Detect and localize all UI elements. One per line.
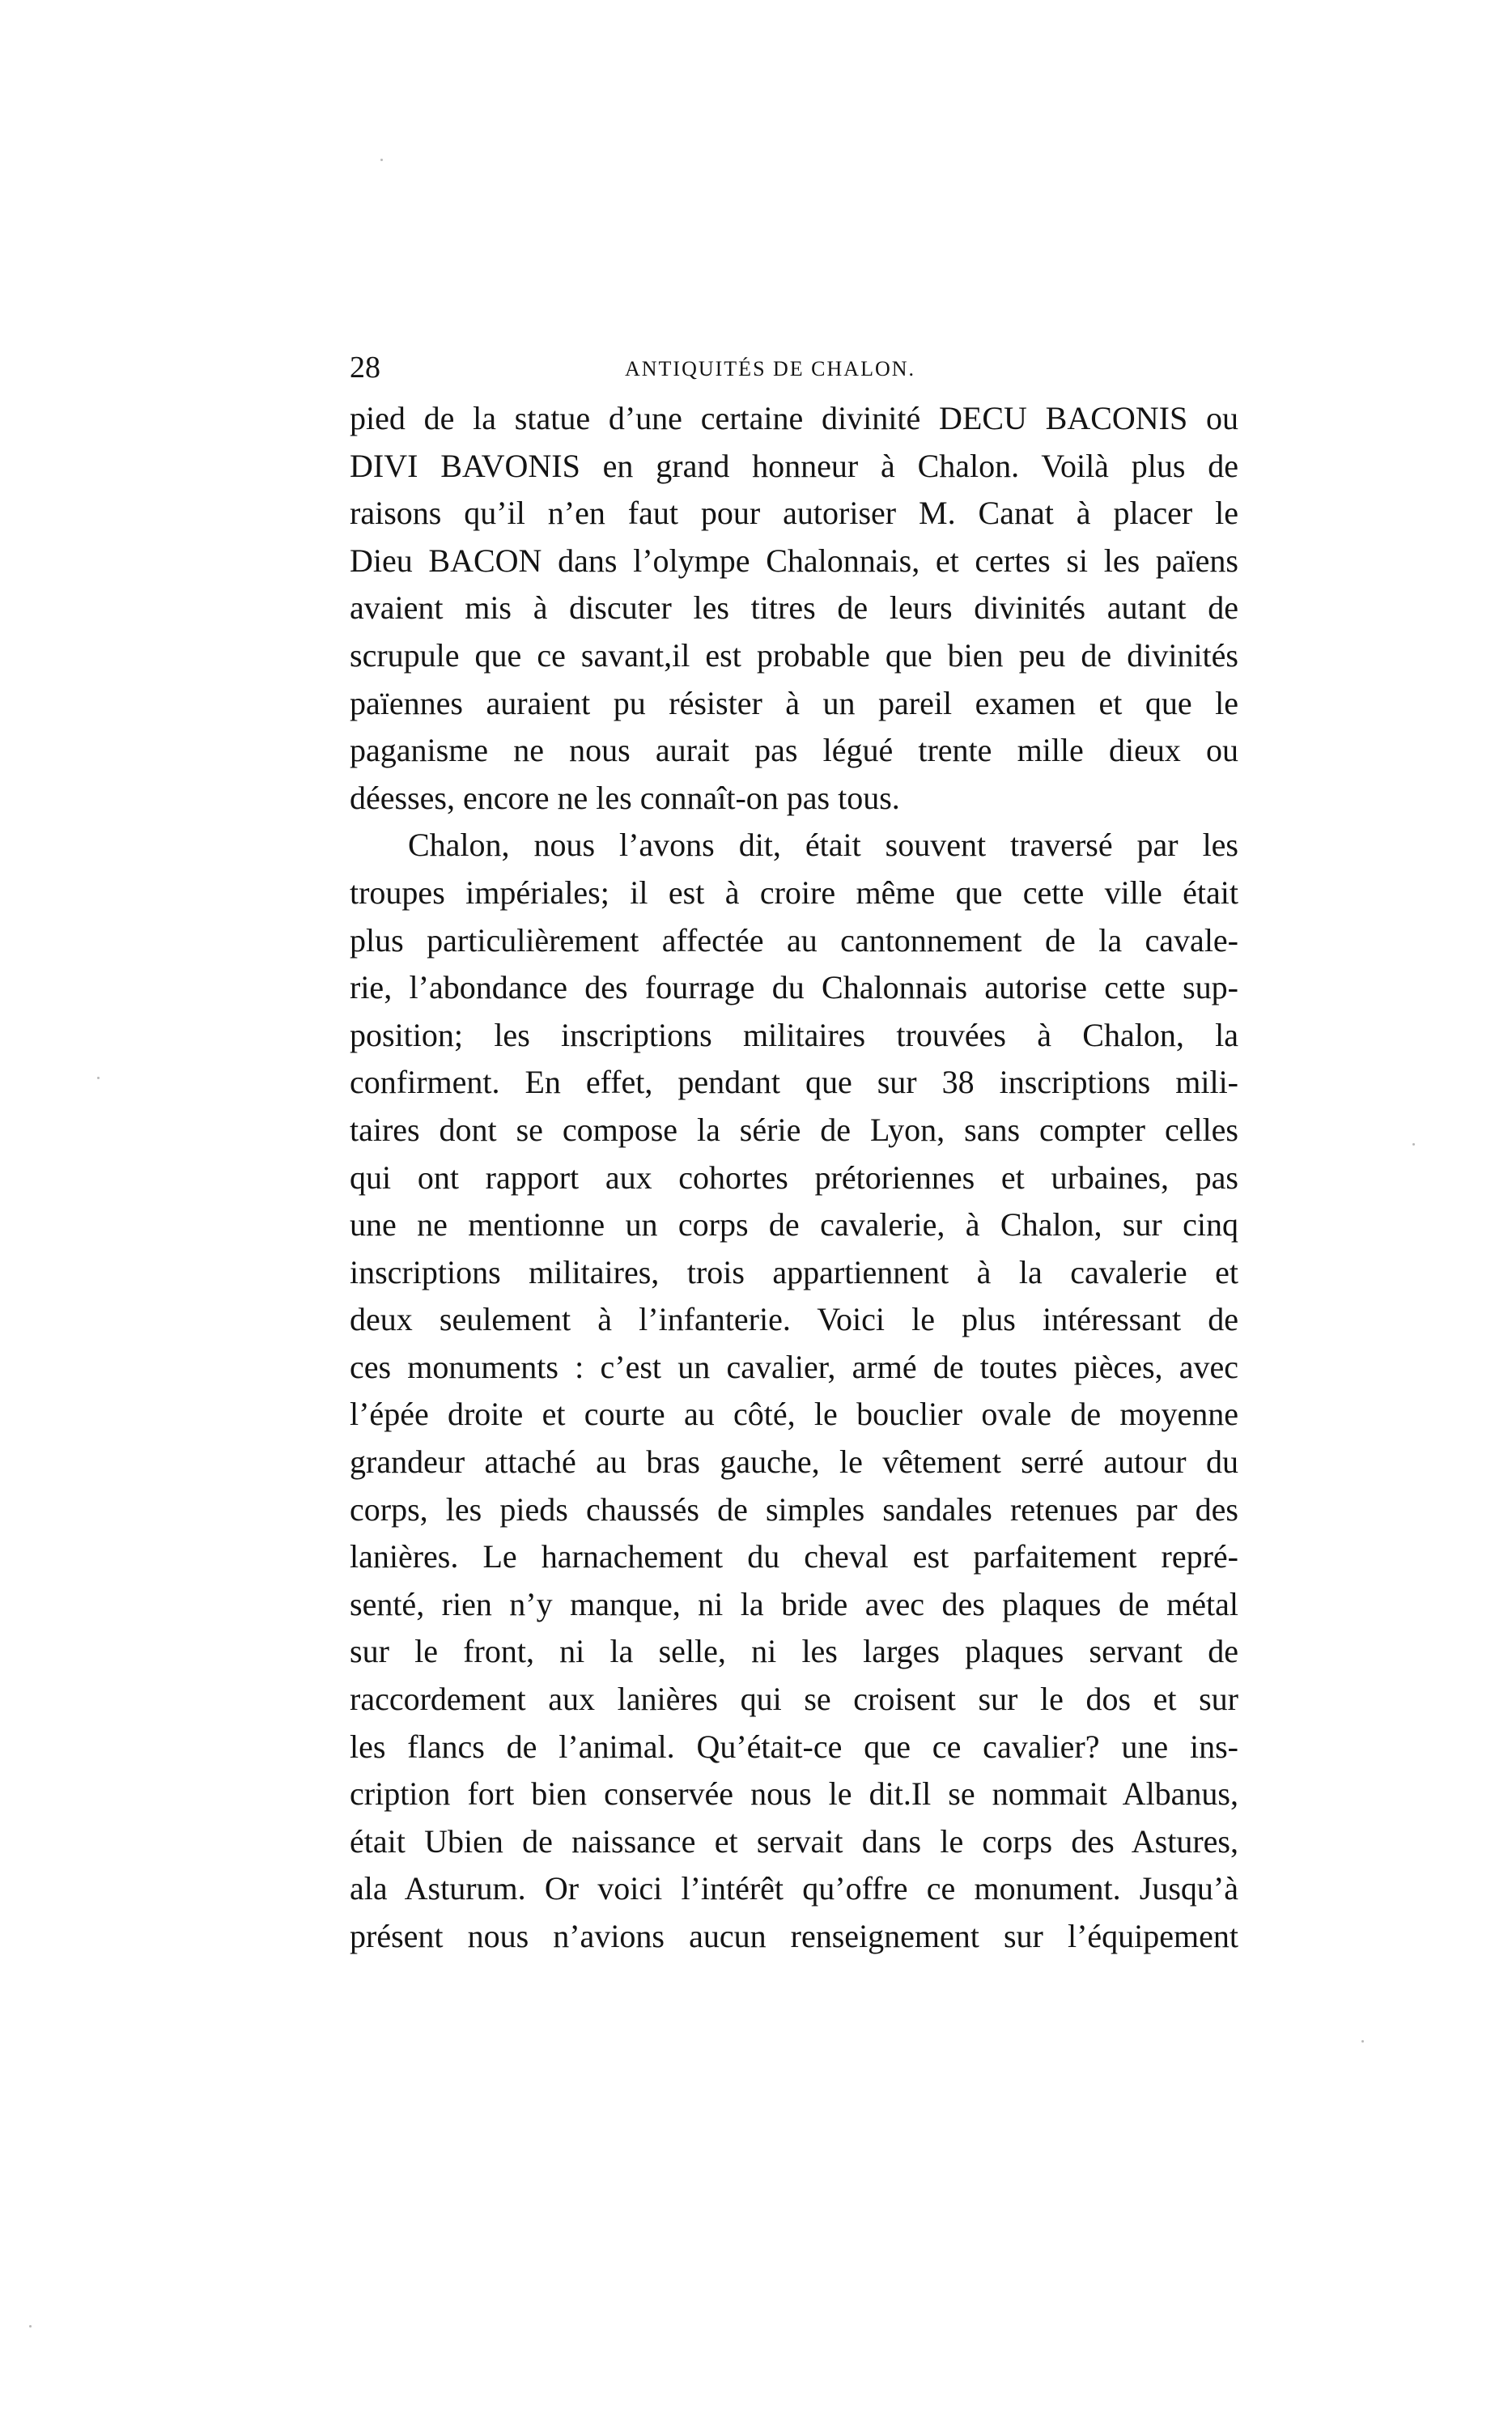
text-line: présent nous n’avions aucun renseignement sur l’équipement	[350, 1918, 1238, 1954]
scan-speck	[1361, 2040, 1364, 2043]
text-line: déesses, encore ne les connaît-on pas tous.	[350, 779, 900, 816]
scan-speck	[380, 159, 383, 161]
text-line: raisons qu’il n’en faut pour autoriser M. Canat à placer le	[350, 495, 1238, 532]
text-line: position; les inscriptions militaires trouvées à Chalon, la	[350, 1016, 1238, 1053]
text-line: grandeur attaché au bras gauche, le vêtement serré autour du	[350, 1443, 1238, 1481]
text-line: taires dont se compose la série de Lyon, sans compter celles	[350, 1111, 1238, 1148]
text-line: deux seulement à l’infanterie. Voici le plus intéressant de	[350, 1301, 1238, 1338]
text-line: les flancs de l’animal. Qu’était-ce que ce cavalier? une ins-	[350, 1728, 1238, 1765]
text-line: qui ont rapport aux cohortes prétoriennes et urbaines, pas	[350, 1158, 1238, 1196]
text-line: cription fort bien conservée nous le dit.Il se nommait Albanus,	[350, 1775, 1238, 1813]
text-line: Dieu BACON dans l’olympe Chalonnais, et certes si les païens	[350, 542, 1238, 579]
text-line: paganisme ne nous aurait pas légué trente mille dieux ou	[350, 732, 1238, 769]
text-line: senté, rien n’y manque, ni la bride avec des plaques de métal	[350, 1585, 1238, 1622]
text-line: corps, les pieds chaussés de simples sandales retenues par des	[350, 1490, 1238, 1528]
text-line: confirment. En effet, pendant que sur 38 inscriptions mili-	[350, 1064, 1238, 1101]
text-line: ala Asturum. Or voici l’intérêt qu’offre ce monument. Jusqu’à	[350, 1870, 1238, 1907]
text-line: était Ubien de naissance et servait dans le corps des Astures,	[350, 1822, 1238, 1860]
text-line: troupes impériales; il est à croire même que cette ville était	[350, 874, 1238, 911]
text-line: avaient mis à discuter les titres de leurs divinités autant de	[350, 589, 1238, 627]
running-title: ANTIQUITÉS DE CHALON.	[625, 357, 916, 380]
text-line: Chalon, nous l’avons dit, était souvent traversé par les	[408, 827, 1238, 864]
scan-speck	[97, 1077, 100, 1079]
text-line: rie, l’abondance des fourrage du Chalonnais autorise cette sup-	[350, 969, 1238, 1006]
text-line: sur le front, ni la selle, ni les larges plaques servant de	[350, 1633, 1238, 1670]
text-line: lanières. Le harnachement du cheval est parfaitement repré-	[350, 1538, 1238, 1575]
text-line: plus particulièrement affectée au cantonnement de la cavale-	[350, 921, 1238, 959]
text-line: ces monuments : c’est un cavalier, armé de toutes pièces, avec	[350, 1348, 1238, 1385]
text-line: inscriptions militaires, trois appartiennent à la cavalerie et	[350, 1253, 1238, 1290]
page-number: 28	[350, 351, 380, 385]
page-header	[350, 346, 1256, 389]
text-line: scrupule que ce savant,il est probable que bien peu de divinités	[350, 636, 1238, 674]
scan-speck	[29, 2325, 32, 2328]
body-text	[350, 395, 1238, 1961]
text-line: DIVI BAVONIS en grand honneur à Chalon. Voilà plus de	[350, 447, 1238, 484]
scan-speck	[1412, 1143, 1415, 1146]
text-line: pied de la statue d’une certaine divinité DECU BACONIS ou	[350, 400, 1238, 436]
text-line: raccordement aux lanières qui se croisent sur le dos et sur	[350, 1681, 1238, 1718]
text-line: païennes auraient pu résister à un pareil examen et que le	[350, 684, 1238, 721]
text-line: l’épée droite et courte au côté, le bouclier ovale de moyenne	[350, 1396, 1238, 1433]
text-line: une ne mentionne un corps de cavalerie, à Chalon, sur cinq	[350, 1206, 1238, 1244]
